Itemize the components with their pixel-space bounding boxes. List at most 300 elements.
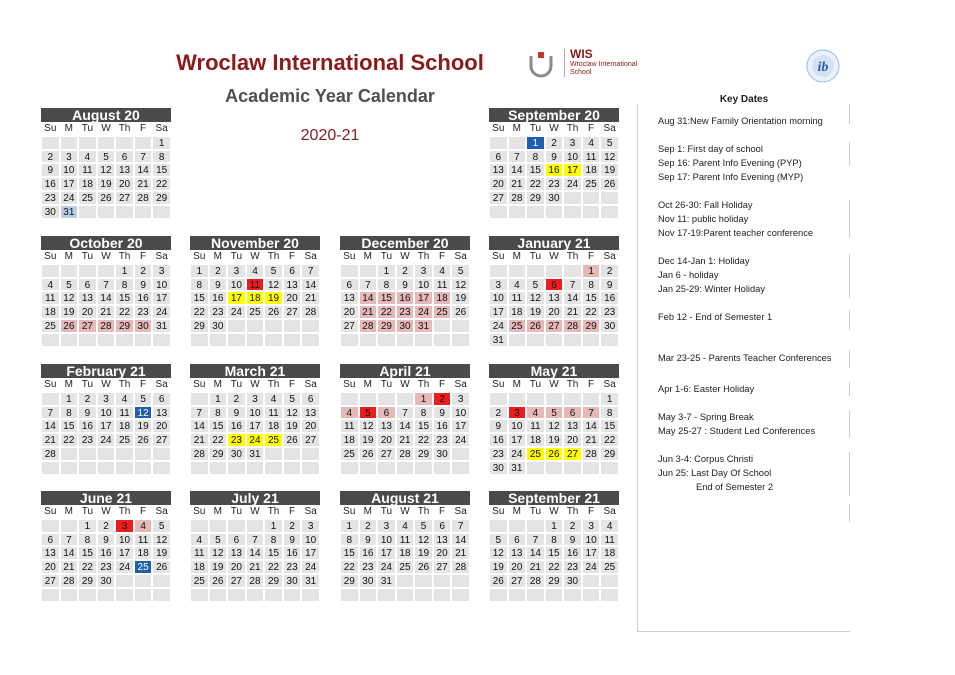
calendar-day: 17 (508, 433, 527, 447)
calendar-day: 8 (582, 278, 601, 292)
calendar-empty-cell (134, 588, 153, 602)
calendar-empty-cell (563, 461, 582, 475)
calendar-empty-cell (283, 447, 302, 461)
calendar-empty-cell (451, 447, 470, 461)
month-calendar (489, 364, 619, 475)
weekday-label: Sa (155, 251, 168, 262)
calendar-empty-cell (508, 588, 527, 602)
calendar-day: 3 (97, 392, 116, 406)
month-title: June 21 (41, 491, 171, 505)
calendar-day: 12 (60, 291, 79, 305)
month-calendar (41, 364, 171, 475)
key-dates-heading: Key Dates (719, 94, 769, 105)
calendar-day: 21 (41, 433, 60, 447)
calendar-empty-cell (545, 461, 564, 475)
calendar-day: 2 (600, 264, 619, 278)
calendar-day: 23 (433, 433, 452, 447)
calendar-day: 17 (97, 419, 116, 433)
calendar-day: 13 (489, 163, 508, 177)
calendar-day: 9 (134, 278, 153, 292)
calendar-empty-cell (377, 333, 396, 347)
calendar-day: 27 (433, 560, 452, 574)
calendar-day: 7 (526, 533, 545, 547)
calendar-day: 6 (433, 519, 452, 533)
calendar-day: 23 (545, 177, 564, 191)
calendar-empty-cell (97, 264, 116, 278)
calendar-day: 31 (414, 319, 433, 333)
calendar-day: 8 (377, 278, 396, 292)
calendar-day: 14 (526, 546, 545, 560)
calendar-empty-cell (78, 205, 97, 219)
calendar-day: 8 (340, 533, 359, 547)
calendar-day: 11 (246, 278, 265, 292)
calendar-day: 17 (563, 163, 582, 177)
calendar-day: 13 (563, 419, 582, 433)
calendar-day: 13 (301, 406, 320, 420)
calendar-empty-cell (41, 136, 60, 150)
calendar-day: 14 (563, 291, 582, 305)
calendar-day: 21 (451, 546, 470, 560)
calendar-day: 14 (451, 533, 470, 547)
weekday-label: M (363, 379, 373, 390)
calendar-day: 1 (414, 392, 433, 406)
calendar-day: 1 (340, 519, 359, 533)
calendar-empty-cell (414, 588, 433, 602)
calendar-day: 15 (340, 546, 359, 560)
calendar-day: 19 (283, 419, 302, 433)
month-title: February 21 (41, 364, 171, 378)
calendar-empty-cell (283, 333, 302, 347)
calendar-day: 28 (582, 447, 601, 461)
weekday-label: Sa (603, 123, 616, 134)
weekday-label: M (512, 379, 522, 390)
key-date-item: May 3-7 - Spring Break (658, 412, 754, 422)
month-title: July 21 (190, 491, 320, 505)
calendar-day: 20 (433, 546, 452, 560)
calendar-empty-cell (433, 333, 452, 347)
calendar-day: 2 (227, 392, 246, 406)
calendar-day: 6 (152, 392, 171, 406)
calendar-empty-cell (414, 333, 433, 347)
panel-border-segment (849, 410, 850, 438)
calendar-day: 16 (134, 291, 153, 305)
calendar-day: 5 (359, 406, 378, 420)
calendar-day: 30 (227, 447, 246, 461)
calendar-day: 13 (115, 163, 134, 177)
calendar-day: 20 (283, 291, 302, 305)
calendar-day: 26 (489, 574, 508, 588)
weekday-label: Su (44, 379, 57, 390)
calendar-day: 20 (301, 419, 320, 433)
calendar-day: 4 (115, 392, 134, 406)
weekday-label: Su (492, 506, 505, 517)
calendar-empty-cell (60, 447, 79, 461)
month-calendar (340, 364, 470, 475)
calendar-day: 4 (190, 533, 209, 547)
month-title: September 21 (489, 491, 619, 505)
weekday-label: Sa (155, 379, 168, 390)
key-date-item: Oct 26-30: Fall Holiday (658, 200, 753, 210)
calendar-day: 1 (545, 519, 564, 533)
calendar-day: 24 (152, 305, 171, 319)
calendar-day: 24 (451, 433, 470, 447)
calendar-empty-cell (246, 319, 265, 333)
weekday-label: Su (193, 251, 206, 262)
calendar-empty-cell (340, 588, 359, 602)
weekday-label: Sa (603, 379, 616, 390)
calendar-day: 13 (433, 533, 452, 547)
weekday-label: Tu (230, 251, 243, 262)
month-calendar (190, 491, 320, 602)
calendar-day: 22 (600, 433, 619, 447)
calendar-day: 19 (359, 433, 378, 447)
calendar-day: 9 (227, 406, 246, 420)
calendar-day: 27 (227, 574, 246, 588)
calendar-day: 28 (526, 574, 545, 588)
calendar-day: 6 (508, 533, 527, 547)
calendar-day: 14 (41, 419, 60, 433)
calendar-day: 3 (563, 136, 582, 150)
calendar-empty-cell (78, 447, 97, 461)
calendar-day: 11 (433, 278, 452, 292)
calendar-day: 23 (396, 305, 415, 319)
key-date-item: Jan 6 - holiday (658, 270, 719, 280)
calendar-day: 4 (78, 150, 97, 164)
calendar-empty-cell (78, 264, 97, 278)
calendar-empty-cell (78, 461, 97, 475)
calendar-day: 26 (209, 574, 228, 588)
calendar-day: 21 (301, 291, 320, 305)
calendar-day: 6 (489, 150, 508, 164)
calendar-day: 29 (340, 574, 359, 588)
month-day-grid (190, 250, 320, 347)
calendar-day: 27 (563, 447, 582, 461)
calendar-day: 27 (152, 433, 171, 447)
calendar-empty-cell (301, 319, 320, 333)
calendar-empty-cell (563, 191, 582, 205)
calendar-day: 16 (209, 291, 228, 305)
calendar-day: 25 (340, 447, 359, 461)
calendar-empty-cell (582, 205, 601, 219)
calendar-day: 12 (264, 278, 283, 292)
calendar-empty-cell (582, 588, 601, 602)
calendar-empty-cell (359, 333, 378, 347)
calendar-day: 8 (526, 150, 545, 164)
weekday-label: Sa (454, 506, 467, 517)
calendar-empty-cell (41, 519, 60, 533)
calendar-empty-cell (283, 461, 302, 475)
calendar-day: 3 (227, 264, 246, 278)
month-day-grid (41, 378, 171, 475)
calendar-day: 23 (97, 560, 116, 574)
calendar-day: 26 (451, 305, 470, 319)
weekday-label: Th (118, 123, 131, 134)
calendar-empty-cell (526, 264, 545, 278)
calendar-day: 31 (301, 574, 320, 588)
calendar-day: 15 (209, 419, 228, 433)
calendar-empty-cell (264, 461, 283, 475)
calendar-day: 30 (489, 461, 508, 475)
calendar-day: 3 (582, 519, 601, 533)
calendar-day: 19 (97, 177, 116, 191)
calendar-day: 18 (396, 546, 415, 560)
calendar-day: 24 (97, 433, 116, 447)
calendar-day: 15 (115, 291, 134, 305)
calendar-day: 26 (60, 319, 79, 333)
weekday-label: F (588, 379, 595, 390)
calendar-day: 1 (190, 264, 209, 278)
weekday-label: F (588, 506, 595, 517)
weekday-label: M (512, 506, 522, 517)
calendar-day: 15 (600, 419, 619, 433)
calendar-empty-cell (60, 264, 79, 278)
calendar-empty-cell (526, 205, 545, 219)
month-day-grid (190, 505, 320, 602)
calendar-empty-cell (340, 461, 359, 475)
calendar-empty-cell (433, 319, 452, 333)
weekday-label: Tu (529, 123, 542, 134)
calendar-day: 17 (451, 419, 470, 433)
calendar-day: 11 (582, 150, 601, 164)
calendar-day: 29 (152, 191, 171, 205)
weekday-label: Sa (454, 251, 467, 262)
calendar-day: 6 (227, 533, 246, 547)
calendar-day: 30 (563, 574, 582, 588)
calendar-day: 20 (377, 433, 396, 447)
calendar-day: 5 (152, 519, 171, 533)
calendar-day: 13 (283, 278, 302, 292)
calendar-day: 6 (41, 533, 60, 547)
calendar-day: 9 (545, 150, 564, 164)
calendar-day: 29 (78, 574, 97, 588)
weekday-label: Th (566, 506, 579, 517)
calendar-day: 13 (41, 546, 60, 560)
calendar-day: 24 (414, 305, 433, 319)
calendar-empty-cell (209, 519, 228, 533)
calendar-day: 8 (115, 278, 134, 292)
calendar-empty-cell (246, 461, 265, 475)
month-title: August 21 (340, 491, 470, 505)
calendar-day: 7 (582, 406, 601, 420)
calendar-empty-cell (190, 588, 209, 602)
calendar-empty-cell (152, 447, 171, 461)
calendar-empty-cell (227, 461, 246, 475)
calendar-empty-cell (134, 461, 153, 475)
calendar-empty-cell (264, 333, 283, 347)
calendar-day: 8 (60, 406, 79, 420)
month-calendar (489, 108, 619, 219)
calendar-day: 10 (489, 291, 508, 305)
calendar-day: 3 (508, 406, 527, 420)
key-date-item: Nov 11: public holiday (658, 214, 749, 224)
calendar-day: 3 (152, 264, 171, 278)
calendar-day: 28 (563, 319, 582, 333)
calendar-empty-cell (600, 333, 619, 347)
calendar-day: 6 (545, 278, 564, 292)
month-calendar (190, 364, 320, 475)
calendar-empty-cell (227, 588, 246, 602)
weekday-label: W (549, 379, 559, 390)
calendar-day: 18 (340, 433, 359, 447)
calendar-empty-cell (600, 588, 619, 602)
calendar-day: 11 (600, 533, 619, 547)
month-calendar (41, 108, 171, 219)
logo-wis-text: WIS (570, 47, 593, 61)
calendar-day: 6 (301, 392, 320, 406)
calendar-day: 28 (190, 447, 209, 461)
weekday-label: Su (343, 251, 356, 262)
weekday-label: Th (566, 251, 579, 262)
calendar-empty-cell (152, 574, 171, 588)
calendar-day: 28 (359, 319, 378, 333)
calendar-day: 25 (115, 433, 134, 447)
calendar-empty-cell (227, 319, 246, 333)
calendar-subtitle: Academic Year Calendar (225, 86, 435, 106)
calendar-day: 24 (60, 191, 79, 205)
weekday-label: Su (44, 123, 57, 134)
calendar-day: 17 (60, 177, 79, 191)
weekday-label: Su (193, 506, 206, 517)
calendar-empty-cell (301, 461, 320, 475)
calendar-empty-cell (78, 333, 97, 347)
calendar-day: 3 (301, 519, 320, 533)
calendar-day: 20 (340, 305, 359, 319)
calendar-day: 7 (563, 278, 582, 292)
calendar-day: 18 (433, 291, 452, 305)
month-title: August 20 (41, 108, 171, 122)
calendar-day: 21 (508, 177, 527, 191)
calendar-day: 19 (152, 546, 171, 560)
key-date-item: May 25-27 : Student Led Conferences (658, 426, 816, 436)
calendar-day: 7 (451, 519, 470, 533)
weekday-label: Th (417, 379, 430, 390)
calendar-day: 6 (115, 150, 134, 164)
calendar-day: 9 (563, 533, 582, 547)
calendar-day: 28 (451, 560, 470, 574)
calendar-empty-cell (508, 392, 527, 406)
calendar-day: 10 (227, 278, 246, 292)
calendar-day: 3 (60, 150, 79, 164)
calendar-day: 29 (414, 447, 433, 461)
calendar-day: 15 (78, 546, 97, 560)
panel-border-segment (849, 350, 850, 368)
month-title: September 20 (489, 108, 619, 122)
month-day-grid (489, 250, 619, 347)
calendar-day: 22 (377, 305, 396, 319)
calendar-empty-cell (97, 461, 116, 475)
weekday-label: Su (492, 251, 505, 262)
calendar-day: 5 (600, 136, 619, 150)
calendar-day: 1 (264, 519, 283, 533)
month-day-grid (489, 378, 619, 475)
calendar-day: 2 (359, 519, 378, 533)
weekday-label: Su (44, 506, 57, 517)
calendar-day: 9 (359, 533, 378, 547)
calendar-day: 22 (340, 560, 359, 574)
calendar-day: 9 (489, 419, 508, 433)
calendar-empty-cell (264, 447, 283, 461)
calendar-day: 5 (489, 533, 508, 547)
calendar-empty-cell (563, 205, 582, 219)
calendar-day: 19 (451, 291, 470, 305)
month-title: April 21 (340, 364, 470, 378)
calendar-empty-cell (227, 333, 246, 347)
calendar-day: 4 (582, 136, 601, 150)
key-dates-panel (637, 94, 850, 632)
calendar-day: 21 (396, 433, 415, 447)
calendar-day: 4 (508, 278, 527, 292)
key-date-item: End of Semester 2 (696, 482, 773, 492)
calendar-empty-cell (508, 333, 527, 347)
calendar-empty-cell (41, 392, 60, 406)
weekday-label: Tu (380, 251, 393, 262)
month-day-grid (41, 250, 171, 347)
calendar-day: 17 (489, 305, 508, 319)
calendar-empty-cell (359, 264, 378, 278)
calendar-day: 16 (600, 291, 619, 305)
calendar-day: 11 (41, 291, 60, 305)
calendar-empty-cell (283, 588, 302, 602)
calendar-day: 29 (582, 319, 601, 333)
calendar-day: 22 (582, 305, 601, 319)
calendar-empty-cell (60, 519, 79, 533)
calendar-day: 18 (41, 305, 60, 319)
weekday-label: F (140, 251, 147, 262)
calendar-empty-cell (246, 519, 265, 533)
weekday-label: Sa (155, 123, 168, 134)
calendar-day: 28 (134, 191, 153, 205)
calendar-day: 28 (301, 305, 320, 319)
calendar-day: 22 (414, 433, 433, 447)
calendar-day: 28 (508, 191, 527, 205)
calendar-day: 30 (97, 574, 116, 588)
calendar-day: 19 (209, 560, 228, 574)
weekday-label: W (250, 379, 260, 390)
calendar-day: 12 (97, 163, 116, 177)
calendar-empty-cell (301, 447, 320, 461)
calendar-day: 5 (60, 278, 79, 292)
wis-logo (527, 47, 657, 81)
calendar-day: 30 (134, 319, 153, 333)
calendar-day: 2 (396, 264, 415, 278)
calendar-day: 15 (190, 291, 209, 305)
weekday-label: Su (492, 379, 505, 390)
calendar-day: 31 (508, 461, 527, 475)
calendar-day: 7 (97, 278, 116, 292)
calendar-empty-cell (60, 333, 79, 347)
calendar-day: 18 (190, 560, 209, 574)
calendar-empty-cell (115, 588, 134, 602)
weekday-label: Th (417, 506, 430, 517)
calendar-day: 29 (190, 319, 209, 333)
month-day-grid (41, 505, 171, 602)
calendar-empty-cell (264, 319, 283, 333)
calendar-day: 22 (545, 560, 564, 574)
calendar-day: 7 (41, 406, 60, 420)
calendar-day: 27 (508, 574, 527, 588)
month-title: December 20 (340, 236, 470, 250)
panel-border-segment (849, 452, 850, 496)
calendar-day: 1 (209, 392, 228, 406)
calendar-empty-cell (600, 205, 619, 219)
calendar-day: 26 (526, 319, 545, 333)
key-date-item: Apr 1-6: Easter Holiday (658, 384, 755, 394)
svg-text:ib: ib (817, 60, 829, 75)
calendar-day: 14 (134, 163, 153, 177)
calendar-empty-cell (41, 333, 60, 347)
weekday-label: Sa (603, 251, 616, 262)
calendar-empty-cell (545, 333, 564, 347)
